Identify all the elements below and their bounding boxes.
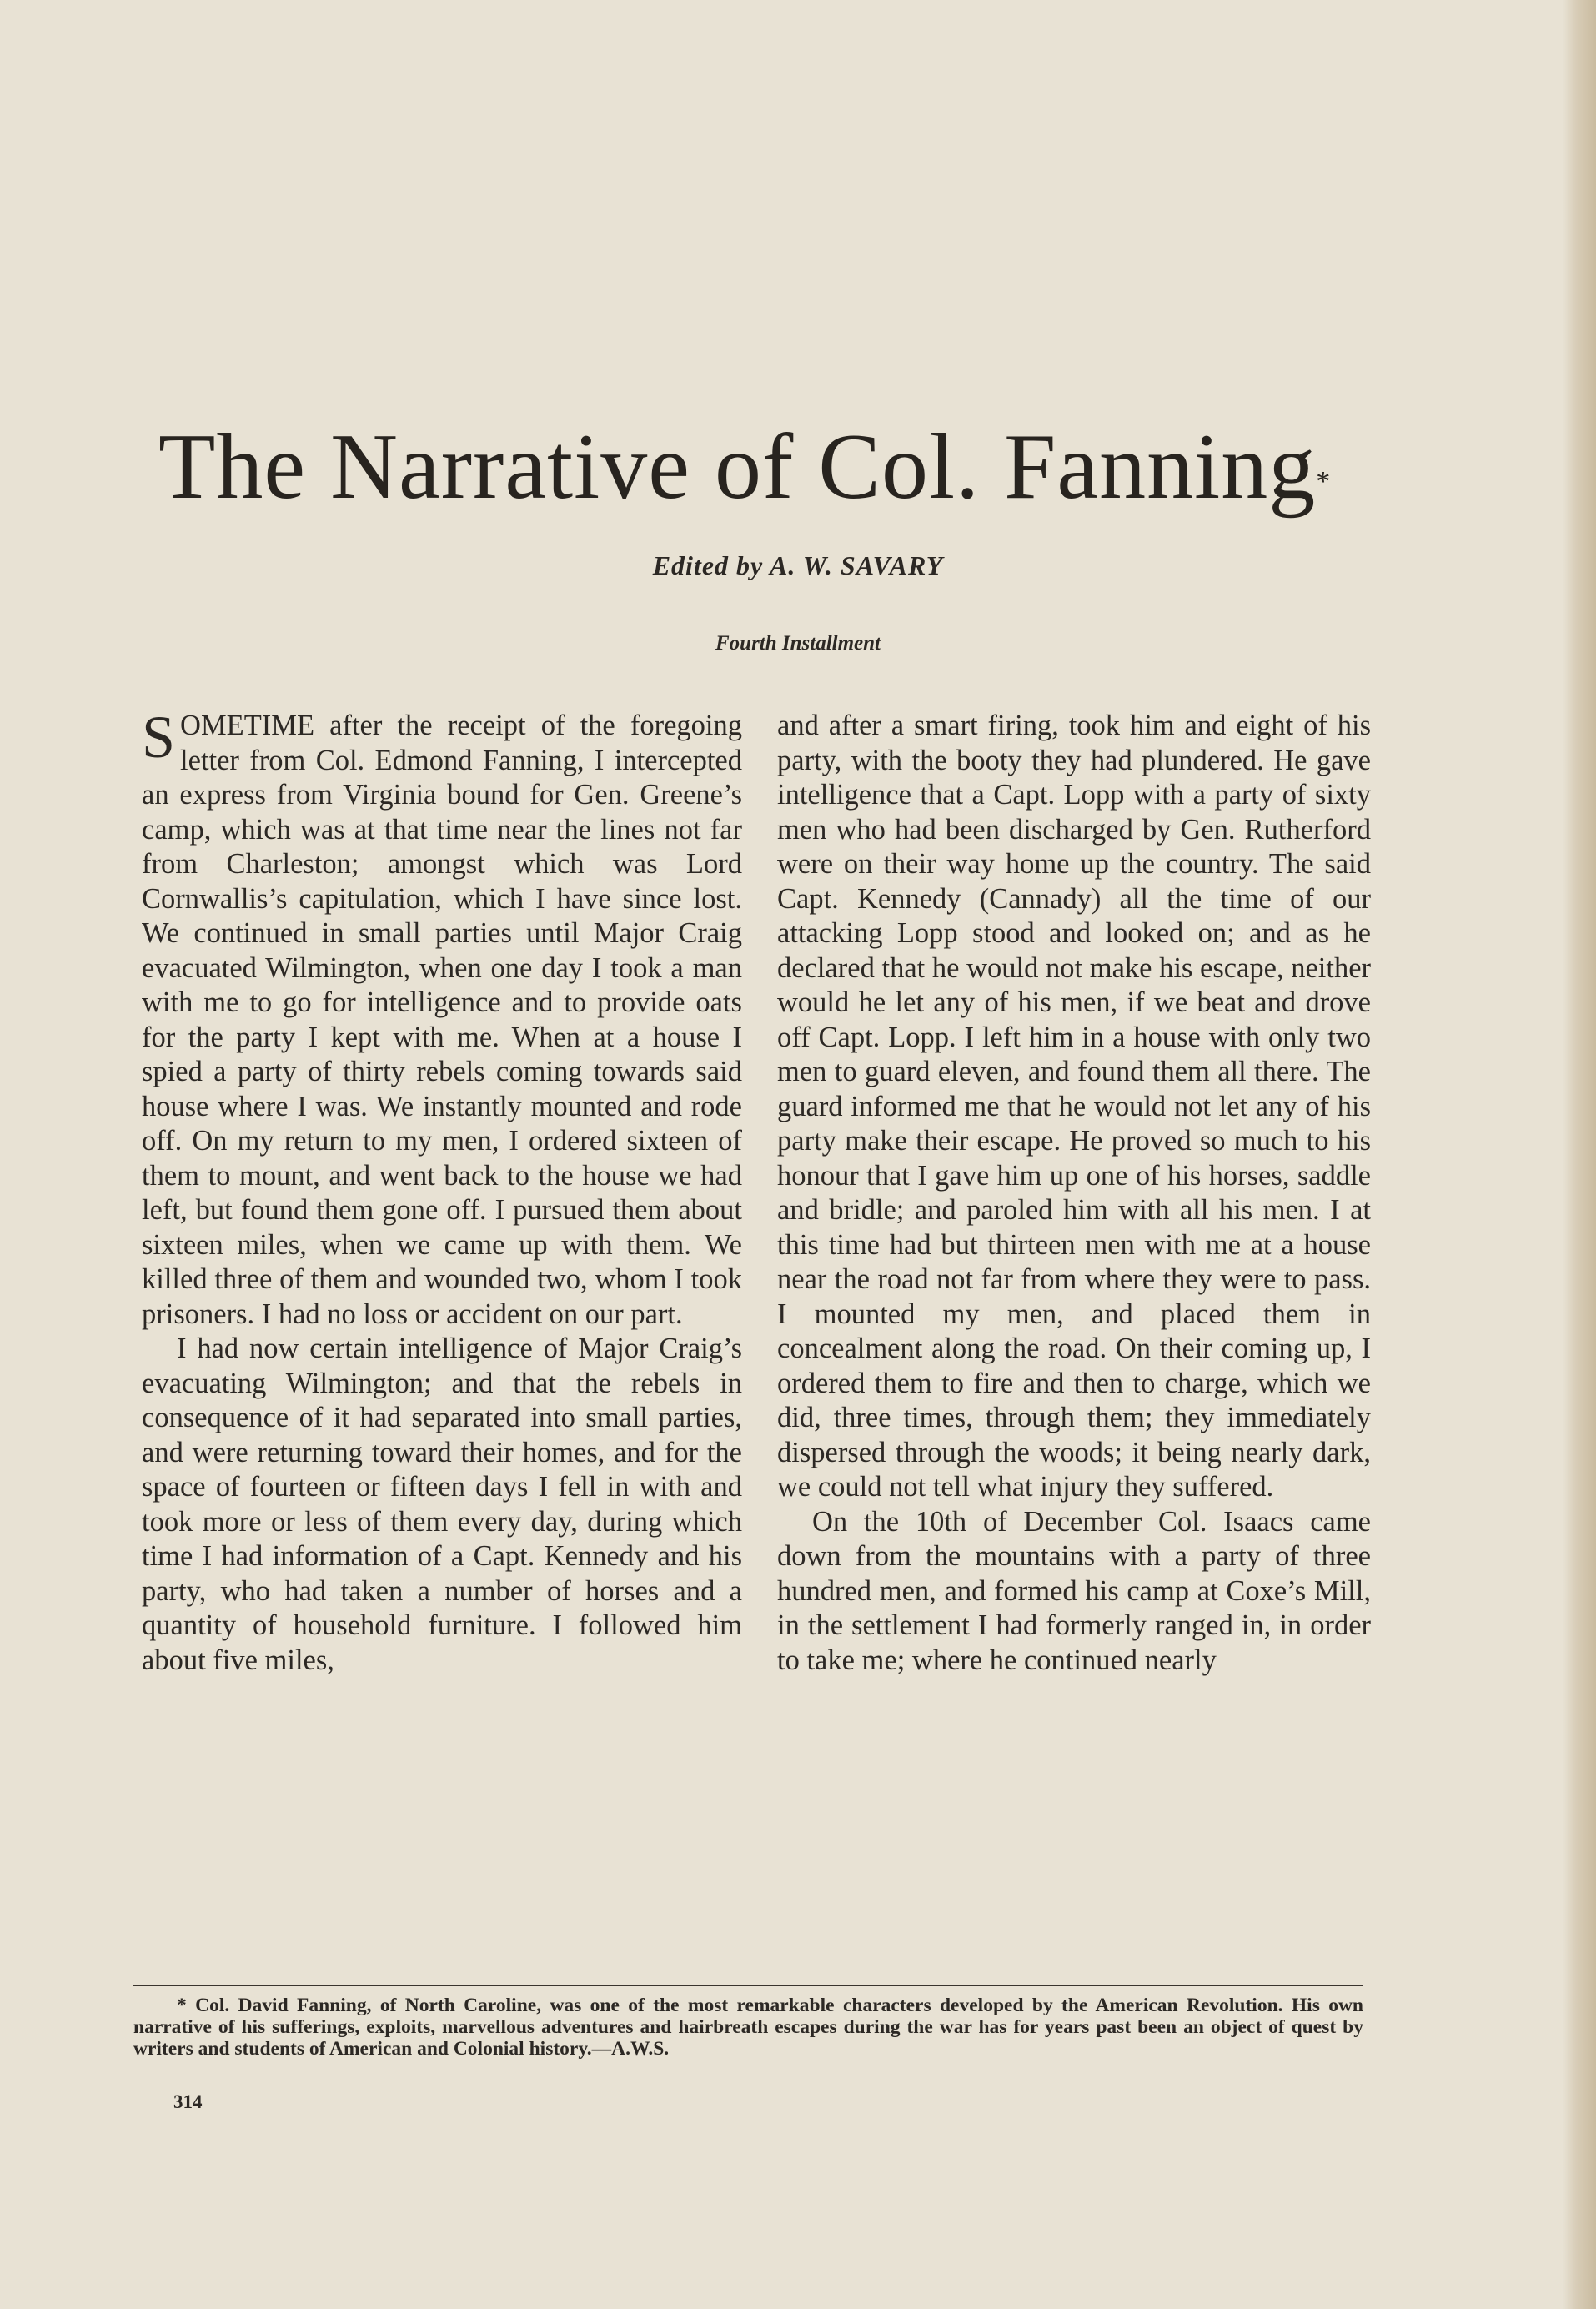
right-column [777,709,1371,1976]
footnote-divider [133,1985,1363,1986]
article-byline: Edited by A. W. SAVARY [652,550,944,580]
right-paragraph-1: and after a smart firing, took him and eight of his party, with the booty they had plundered. He gave intelligence that a Capt. Lopp with a party of sixty men who had been discharged by Gen. Rutherford were on their way home up the country. The said Capt. Kennedy (Cannady) all the time of our attacking Lopp stood and looked on; and as he declared that he would not make his escape, neither would he let any of his men, if we beat and drove off Capt. Lopp. I left him in a house with only two men to guard eleven, and found them all there. The guard informed me that he would not let any of his party make their escape. He proved so much to his honour that I gave him up one of his horses, saddle and bridle; and paroled him with all his men. I at this time had but thirteen men with me at a house near the road not far from where they were to pass. I mounted my men, and placed them in concealment along the road. On their coming up, I ordered them to fire and then to charge, which we did, three times, through them; they immediately dispersed through the woods; it being nearly dark, we could not tell what injury they suffered. [777,710,1371,1503]
title-footnote-mark: * [1316,466,1332,497]
installment-label: Fourth Installment [715,632,881,655]
footnote [133,1995,1363,2060]
drop-cap: S [142,709,176,771]
left-paragraph-2: I had now certain intelligence of Major Craig’s evacuating Wilmington; and that the rebels in consequence of it had separated into small parties, and were returning toward their homes, and for the space of fourteen or fifteen days I fell in with and took more or less of them every day, during which time I had information of a Capt. Kennedy and his party, who had taken a number of horses and a quantity of household furniture. I followed him about five miles, [142,1333,742,1676]
article-title-text: The Narrative of Col. Fanning [158,415,1317,519]
footnote-text: * Col. David Fanning, of North Caroline, was one of the most remarkable characters developed by the American Revolution. His own narrative of his sufferings, exploits, marvellous adventures and hairbreath escapes during the war has for years past been an object of quest by writers and students of American and Colonial history.—A.W.S. [133,1995,1363,2060]
page-number: 314 [173,2091,203,2112]
right-paragraph-2: On the 10th of December Col. Isaacs came down from the mountains with a party of three hundred men, and formed his camp at Coxe’s Mill, in the settlement I had formerly ranged in, in order to take me; where he continued nearly [777,1505,1371,1676]
left-paragraph-1 [142,709,742,1332]
left-paragraph-1-text: OMETIME after the receipt of the foregoing letter from Col. Edmond Fanning, I intercepted an express from Virginia bound for Gen. Greene’s camp, which was at that time near the lines not far from Charleston; amongst which was Lord Cornwallis’s capitulation, which I have since lost. We continued in small parties until Major Craig evacuated Wilmington, when one day I took a man with me to go for intelligence and to provide oats for the party I kept with me. When at a house I spied a party of thirty rebels coming towards said house where I was. We instantly mounted and rode off. On my return to my men, I ordered sixteen of them to mount, and went back to the house we had left, but found them gone off. I pursued them about sixteen miles, when we came up with them. We killed three of them and wounded two, whom I took prisoners. I had no loss or accident on our part. [142,710,742,1330]
left-column [142,709,742,1976]
page-edge-shadow [1563,0,1596,2309]
article-title [158,413,1409,521]
